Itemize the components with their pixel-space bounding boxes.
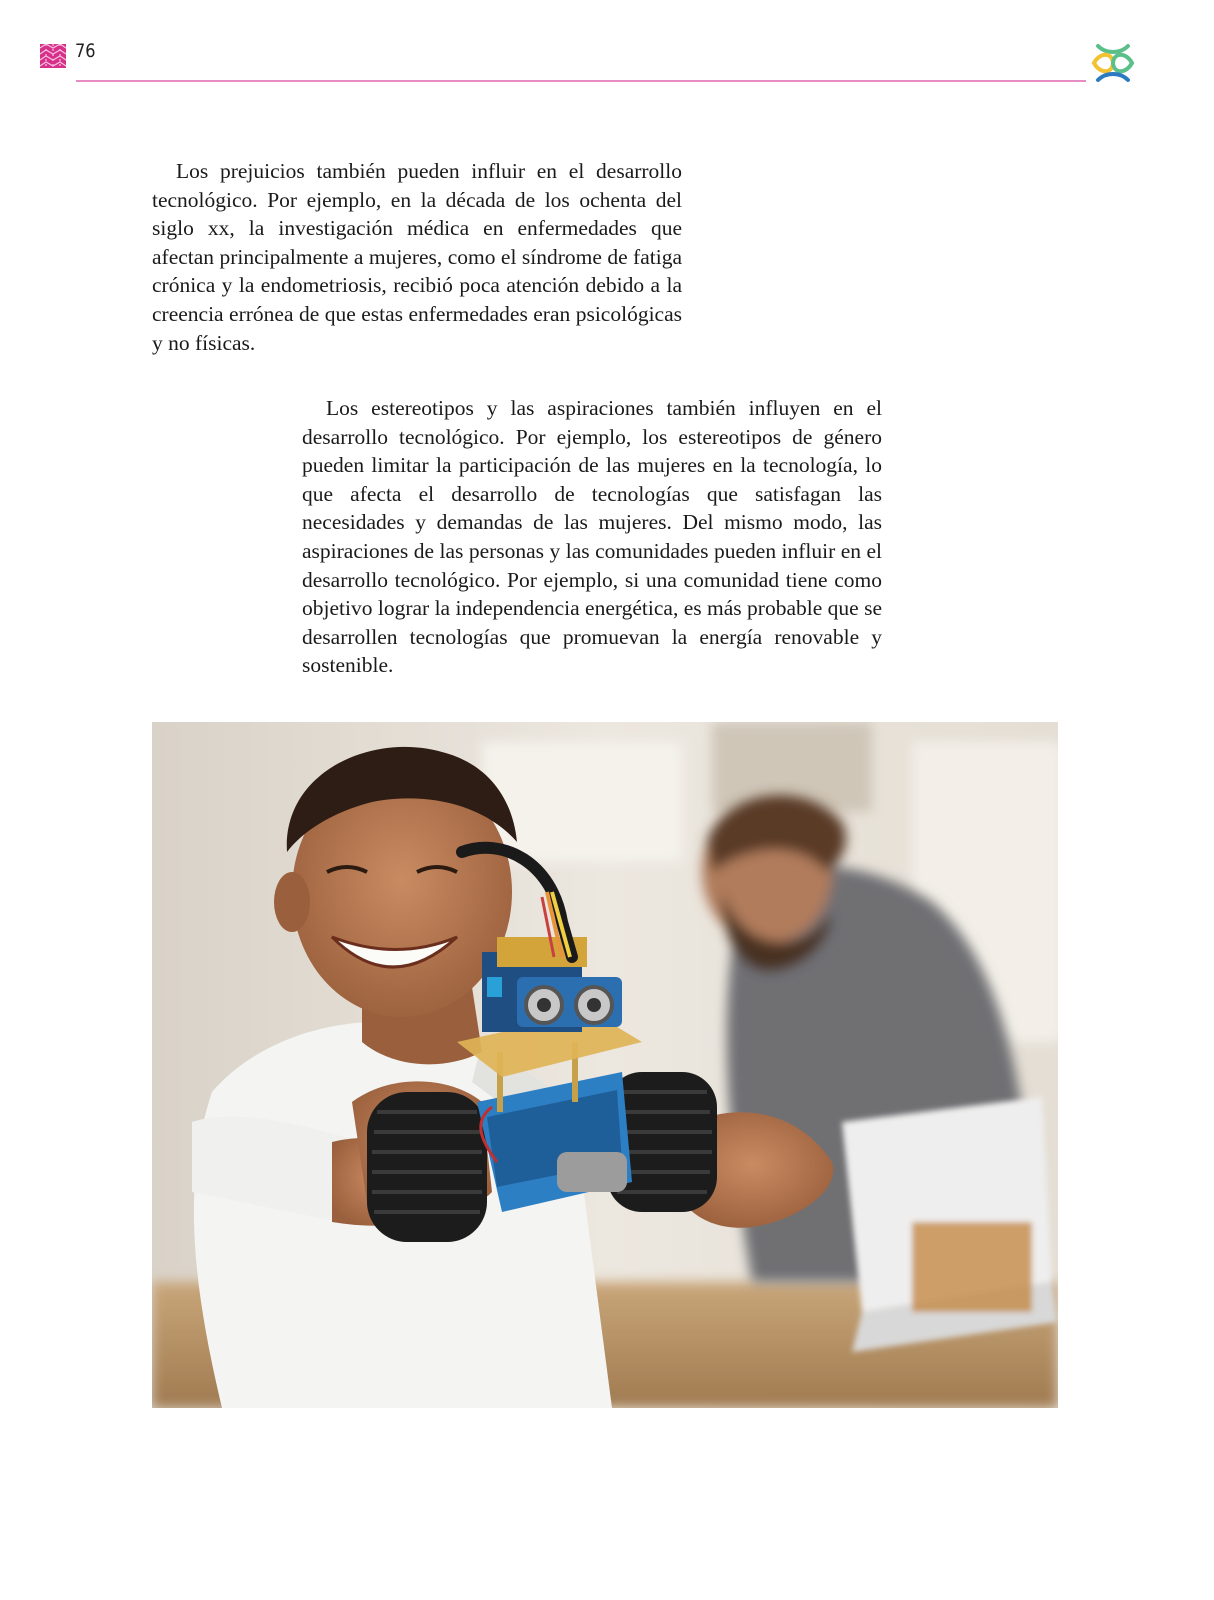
page-number: 76 <box>75 40 96 62</box>
boy-holding-tracked-robot-photo <box>152 722 1058 1408</box>
interlocking-rings-logo-icon <box>1090 40 1136 86</box>
header-rule <box>76 80 1086 82</box>
woven-pattern-icon <box>40 44 66 68</box>
paragraph-stereotypes: Los estereotipos y las aspiraciones también influyen en el desarrollo tecnológico. Por ejemplo, los estereotipos de género pueden limitar la participación de las mujeres en la tecnología, lo que afecta el desarrollo de tecnologías que satisfagan las necesidades y demandas de las mujeres. Del mismo modo, las aspiraciones de las personas y las comunidades pueden influir en el desarrollo tecnológico. Por ejemplo, si una comunidad tiene como objetivo lograr la independencia energética, es más probable que se desarrollen tecnologías que promuevan la energía renovable y sostenible. <box>302 396 882 678</box>
paragraph-prejudices: Los prejuicios también pueden influir en el desarrollo tecnológico. Por ejemplo, en la década de los ochenta del siglo xx, la investigación médica en enfermedades que afectan principalmente a mujeres, como el síndrome de fatiga crónica y la endometriosis, recibió poca atención debido a la creencia errónea de que estas enfermedades eran psicológicas y no físicas. <box>152 159 682 355</box>
